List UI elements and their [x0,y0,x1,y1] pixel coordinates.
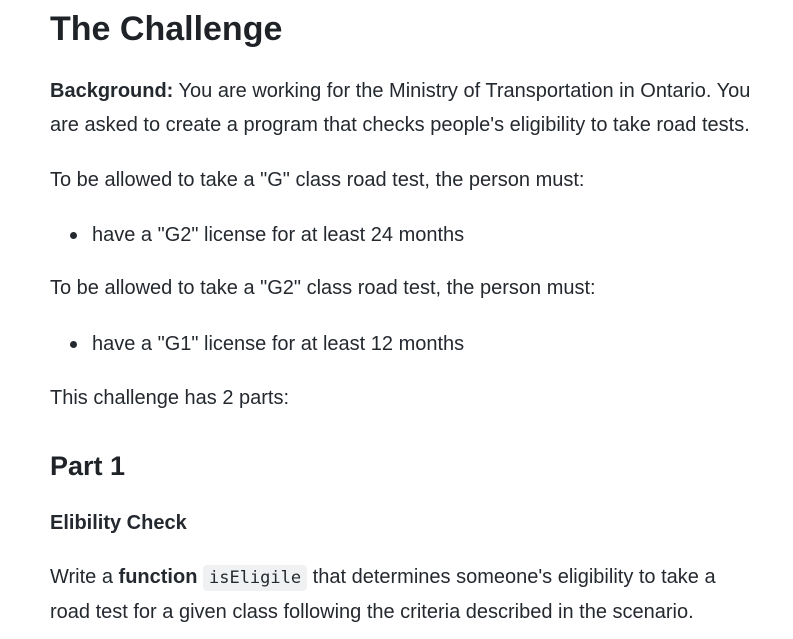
g2-requirement-text: have a "G1" license for at least 12 months [92,333,465,355]
bullet-icon [70,232,77,239]
g-intro-paragraph: To be allowed to take a "G" class road test, the person must: [50,169,585,191]
function-name-code: isEligile [203,565,307,591]
background-label: Background: [50,80,174,102]
parts-paragraph: This challenge has 2 parts: [50,387,290,409]
description-prefix: Write a [50,566,113,588]
description-bold: function [118,566,198,588]
background-paragraph [50,74,790,142]
part-1-subheading: Elibility Check [50,512,187,534]
part-1-description [50,560,790,629]
background-line-1: You are working for the Ministry of Transportation in Ontario. You [178,80,751,102]
description-line-2: road test for a given class following the criteria described in the scenario. [50,601,694,623]
g-requirement-text: have a "G2" license for at least 24 months [92,224,465,246]
bullet-icon [70,341,77,348]
part-1-heading: Part 1 [50,451,126,481]
description-suffix: that determines someone's eligibility to take a [312,566,716,588]
g2-intro-paragraph: To be allowed to take a "G2" class road test, the person must: [50,277,596,299]
page-title: The Challenge [50,10,283,48]
background-line-2: are asked to create a program that checks people's eligibility to take road tests. [50,114,750,136]
